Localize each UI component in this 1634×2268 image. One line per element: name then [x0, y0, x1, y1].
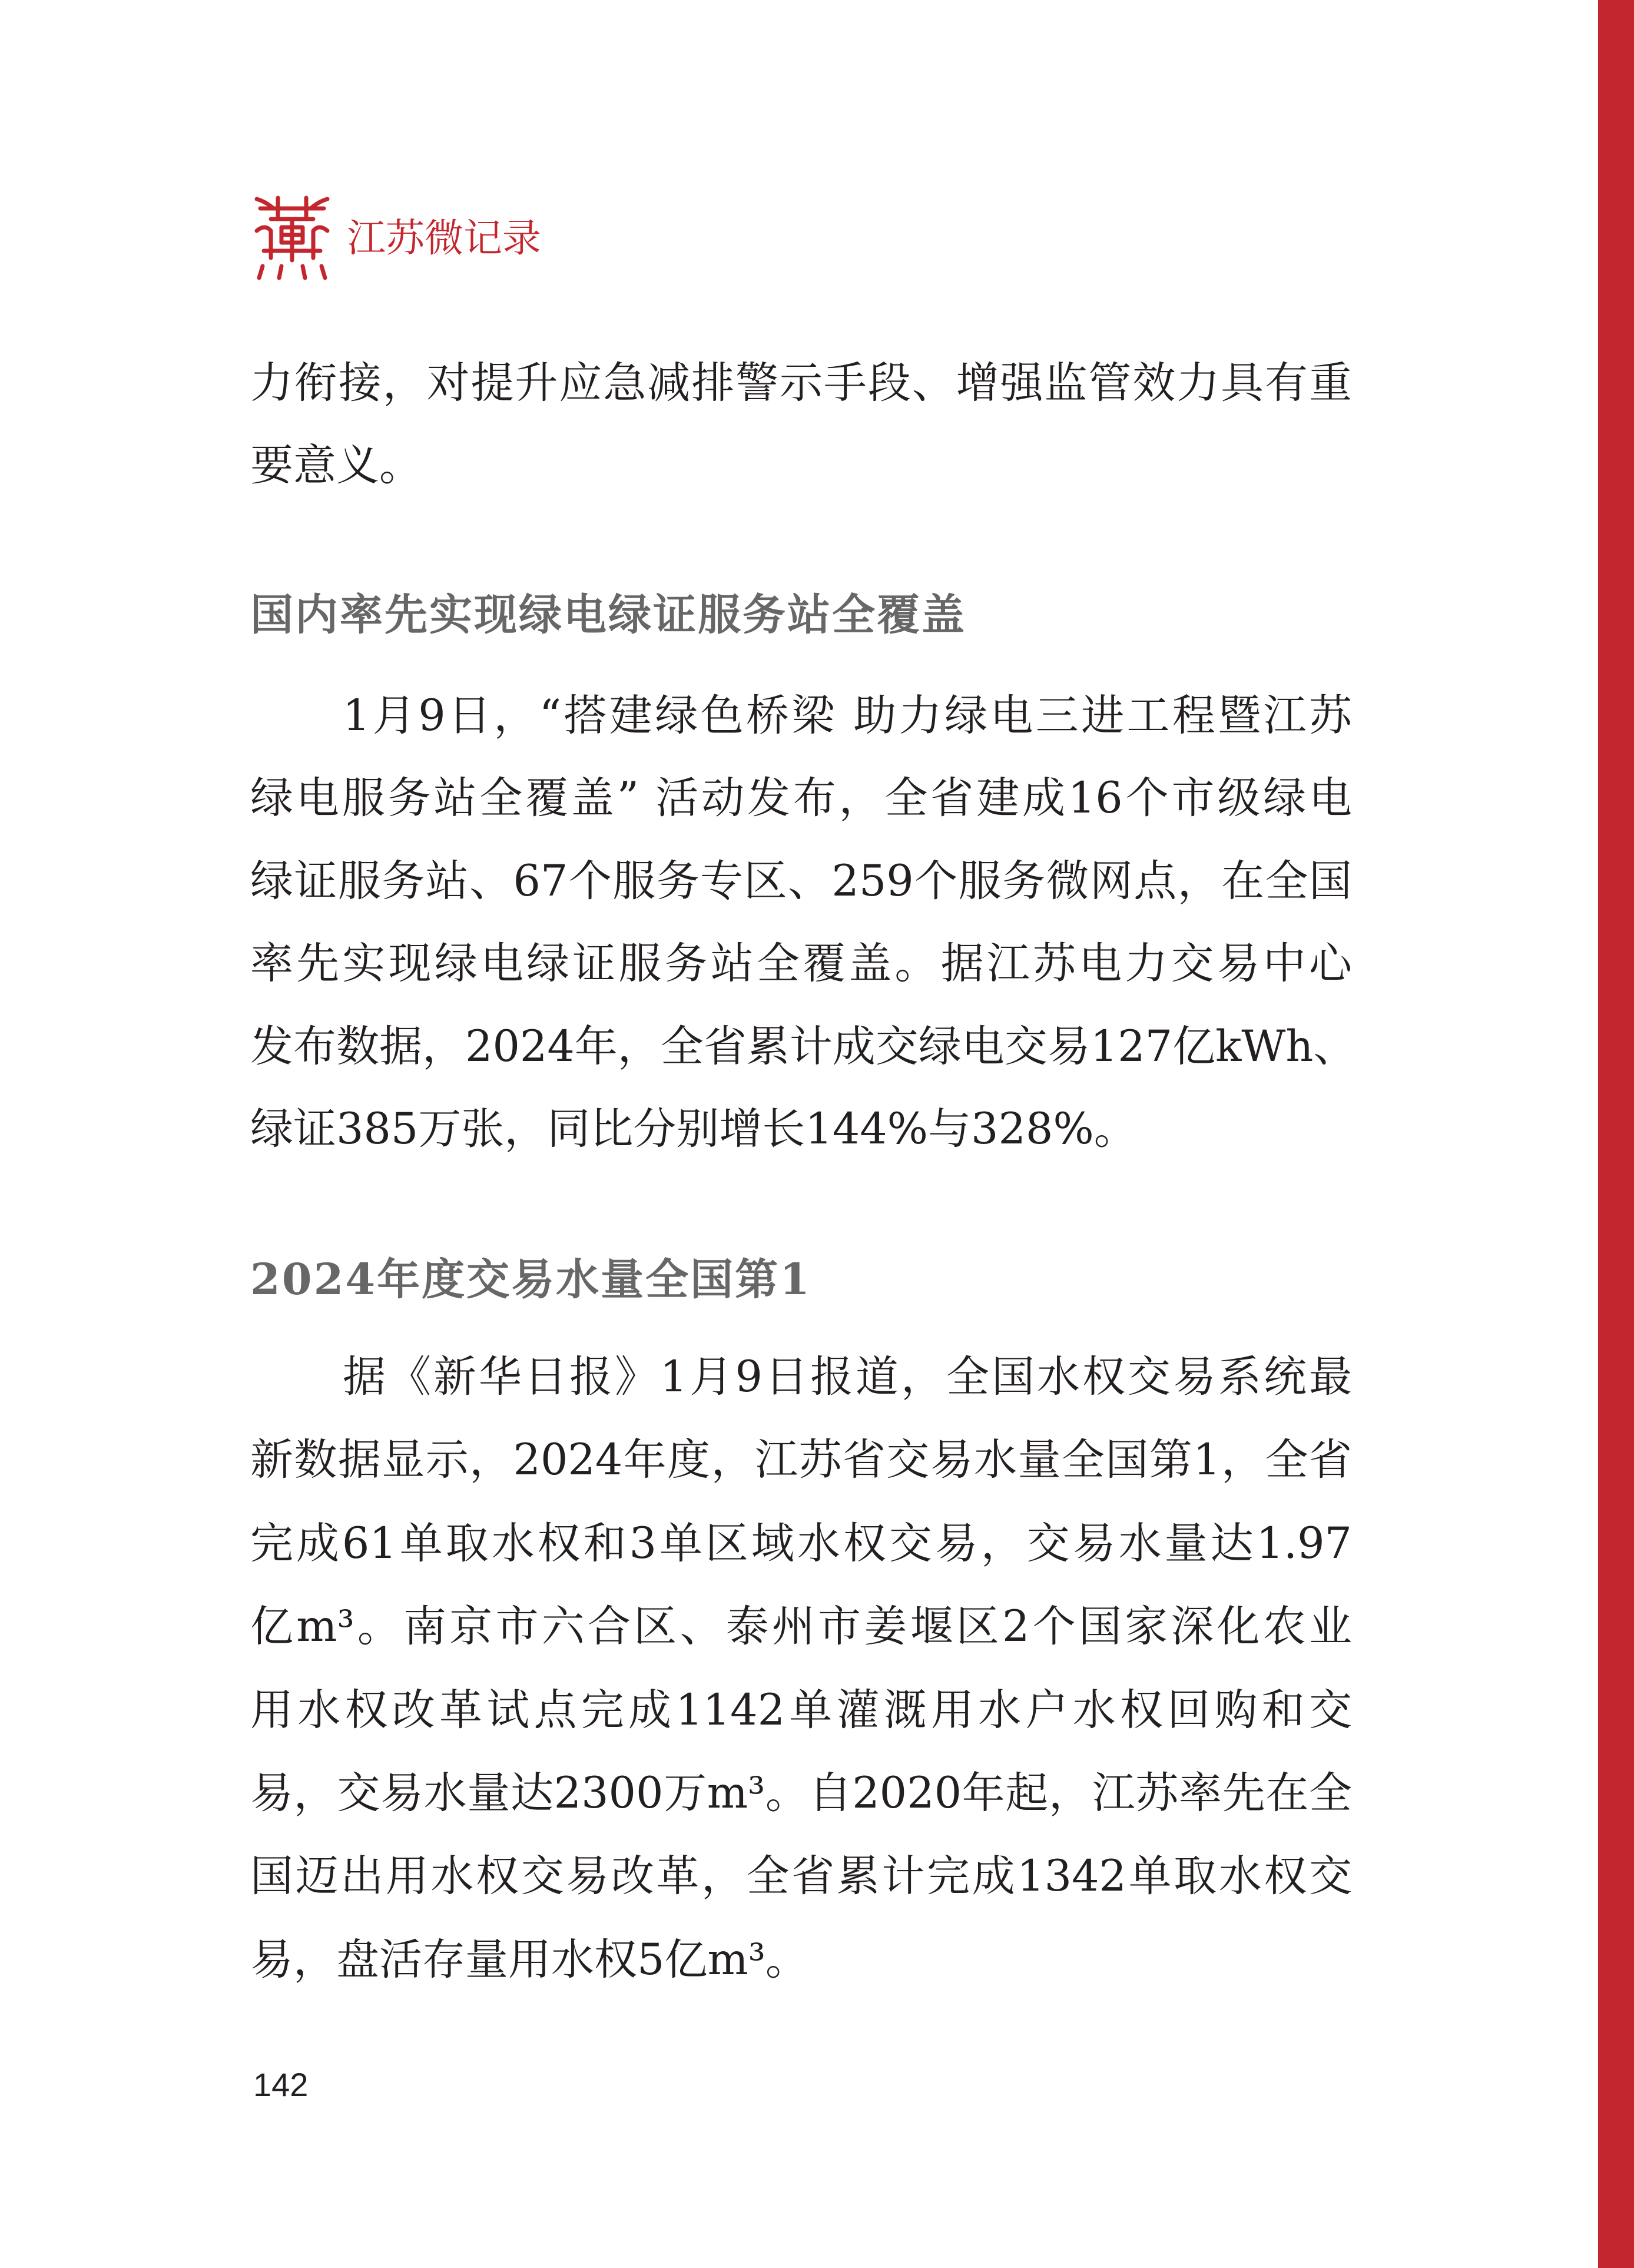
body-line: 易，盘活存量用水权5亿m³。: [250, 1934, 808, 1985]
body-line: 绿证385万张，同比分别增长144%与328%。: [250, 1103, 1137, 1154]
body-line: 发布数据，2024年，全省累计成交绿电交易127亿kWh、: [250, 1021, 1357, 1072]
body-line: 国迈出用水权交易改革，全省累计完成1342单取水权交: [250, 1851, 1352, 1902]
body-line: 据《新华日报》1月9日报道，全国水权交易系统最: [343, 1352, 1352, 1402]
body-line: 易，交易水量达2300万m³。自2020年起，江苏率先在全: [250, 1768, 1352, 1818]
edge-color-bar: [1598, 0, 1634, 2268]
section-heading: 2024年度交易水量全国第1: [250, 1254, 811, 1305]
body-line: 绿证服务站、67个服务专区、259个服务微网点，在全国: [250, 856, 1352, 906]
body-line: 完成61单取水权和3单区域水权交易，交易水量达1.97: [250, 1518, 1352, 1569]
body-line: 力衔接，对提升应急减排警示手段、增强监管效力具有重: [250, 358, 1352, 408]
body-line: 率先实现绿电绿证服务站全覆盖。据江苏电力交易中心: [250, 939, 1352, 989]
continuation-paragraph: [250, 342, 1352, 507]
page-number: 142: [253, 2066, 309, 2103]
body-line: 新数据显示，2024年度，江苏省交易水量全国第1，全省: [250, 1435, 1352, 1486]
body-line: 用水权改革试点完成1142单灌溉用水户水权回购和交: [250, 1685, 1352, 1735]
body-line: 1月9日，“搭建绿色桥梁 助力绿电三进工程暨江苏: [343, 691, 1352, 741]
body-line: 绿电服务站全覆盖” 活动发布，全省建成16个市级绿电: [250, 773, 1352, 824]
section-paragraph: [250, 1335, 1352, 2001]
section-paragraph: [250, 675, 1357, 1171]
body-line: 亿m³。南京市六合区、泰州市姜堰区2个国家深化农业: [250, 1601, 1352, 1652]
body-line: 要意义。: [250, 440, 422, 490]
section-heading: 国内率先实现绿电绿证服务站全覆盖: [250, 589, 966, 640]
swallow-emblem-icon: [253, 194, 331, 283]
brand-title: 江苏微记录: [347, 215, 541, 261]
